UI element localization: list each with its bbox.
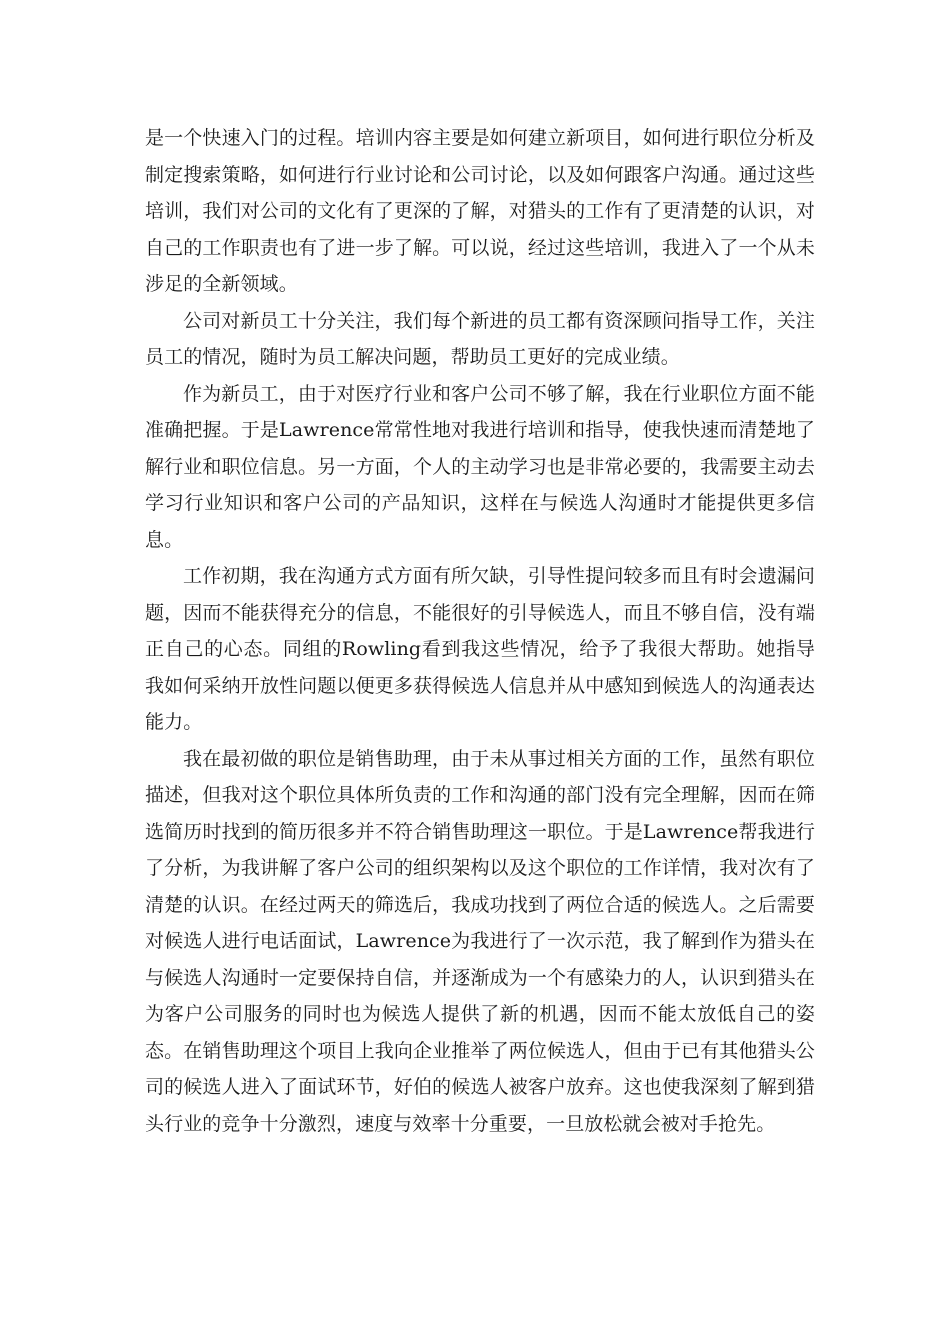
document-body	[145, 120, 815, 1142]
paragraph-communication-skills: 工作初期，我在沟通方式方面有所欠缺，引导性提问较多而且有时会遗漏问题，因而不能获得充分的信息，不能很好的引导候选人，而且不够自信，没有端正自己的心态。同组的Rowling看到我这些情况，给予了我很大帮助。她指导我如何采纳开放性问题以便更多获得候选人信息并从中感知到候选人的沟通表达能力。	[145, 565, 815, 733]
paragraph-sales-assistant-project: 我在最初做的职位是销售助理，由于未从事过相关方面的工作，虽然有职位描述，但我对这个职位具体所负责的工作和沟通的部门没有完全理解，因而在筛选简历时找到的简历很多并不符合销售助理这一职位。于是Lawrence帮我进行了分析，为我讲解了客户公司的组织架构以及这个职位的工作详情，我对次有了清楚的认识。在经过两天的筛选后，我成功找到了两位合适的候选人。之后需要对候选人进行电话面试，Lawrence为我进行了一次示范，我了解到作为猎头在与候选人沟通时一定要保持自信，并逐渐成为一个有感染力的人，认识到猎头在为客户公司服务的同时也为候选人提供了新的机遇，因而不能太放低自己的姿态。在销售助理这个项目上我向企业推举了两位候选人，但由于已有其他猎头公司的候选人进入了面试环节，好伯的候选人被客户放弃。这也使我深刻了解到猎头行业的竞争十分激烈，速度与效率十分重要，一旦放松就会被对手抢先。	[145, 747, 815, 1135]
paragraph-new-employee-care: 公司对新员工十分关注，我们每个新进的员工都有资深顾问指导工作，关注员工的情况，随时为员工解决问题，帮助员工更好的完成业绩。	[145, 309, 815, 368]
paragraph-industry-learning: 作为新员工，由于对医疗行业和客户公司不够了解，我在行业职位方面不能准确把握。于是Lawrence常常性地对我进行培训和指导，使我快速而清楚地了解行业和职位信息。另一方面，个人的主动学习也是非常必要的，我需要主动去学习行业知识和客户公司的产品知识，这样在与候选人沟通时才能提供更多信息。	[145, 382, 815, 551]
paragraph-training-process: 是一个快速入门的过程。培训内容主要是如何建立新项目，如何进行职位分析及制定搜索策略，如何进行行业讨论和公司讨论，以及如何跟客户沟通。通过这些培训，我们对公司的文化有了更深的了解，对猎头的工作有了更清楚的认识，对自己的工作职责也有了进一步了解。可以说，经过这些培训，我进入了一个从未涉足的全新领域。	[145, 127, 815, 295]
